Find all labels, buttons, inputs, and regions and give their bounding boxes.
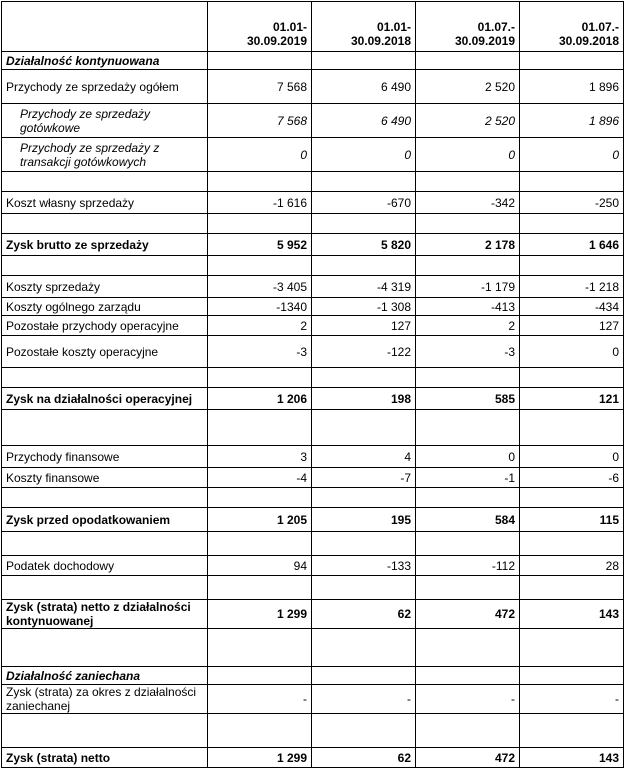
row-label bbox=[2, 714, 208, 748]
table-row bbox=[2, 336, 624, 368]
row-value-col-1: 0 bbox=[208, 138, 312, 172]
row-value-col-3 bbox=[416, 52, 520, 70]
row-value-col-1: -1 616 bbox=[208, 192, 312, 214]
row-value-col-3 bbox=[416, 576, 520, 600]
row-value-col-2 bbox=[312, 52, 416, 70]
row-value-col-1: 1 206 bbox=[208, 388, 312, 410]
row-value-col-3 bbox=[416, 256, 520, 276]
table-row bbox=[2, 104, 624, 138]
row-label: Zysk (strata) netto bbox=[2, 748, 208, 768]
financial-statement-table bbox=[1, 1, 624, 768]
row-label: Koszty sprzedaży bbox=[2, 276, 208, 298]
row-value-col-1: -1340 bbox=[208, 298, 312, 316]
row-value-col-3: -342 bbox=[416, 192, 520, 214]
row-value-col-2: 195 bbox=[312, 508, 416, 532]
row-value-col-3: 2 bbox=[416, 316, 520, 336]
row-value-col-3: 2 520 bbox=[416, 70, 520, 104]
header-period-2: 01.01- 30.09.2018 bbox=[312, 2, 416, 52]
row-value-col-3 bbox=[416, 714, 520, 748]
row-label: Koszt własny sprzedaży bbox=[2, 192, 208, 214]
row-value-col-4: 28 bbox=[520, 556, 624, 576]
row-value-col-3 bbox=[416, 214, 520, 234]
row-label: Zysk przed opodatkowaniem bbox=[2, 508, 208, 532]
row-label: Działalność kontynuowana bbox=[2, 52, 208, 70]
row-value-col-1 bbox=[208, 410, 312, 446]
table-row bbox=[2, 468, 624, 488]
table-row bbox=[2, 52, 624, 70]
row-label: Przychody ze sprzedaży gotówkowe bbox=[2, 104, 208, 138]
row-value-col-4: 1 896 bbox=[520, 70, 624, 104]
row-value-col-4: 143 bbox=[520, 748, 624, 768]
row-value-col-3 bbox=[416, 667, 520, 685]
spacer-row bbox=[2, 214, 624, 234]
table-row bbox=[2, 138, 624, 172]
row-value-col-4 bbox=[520, 532, 624, 556]
row-value-col-4: - bbox=[520, 685, 624, 714]
row-value-col-1: -3 405 bbox=[208, 276, 312, 298]
row-label bbox=[2, 532, 208, 556]
row-value-col-3 bbox=[416, 410, 520, 446]
row-value-col-2 bbox=[312, 172, 416, 192]
table-row bbox=[2, 748, 624, 768]
row-value-col-2 bbox=[312, 410, 416, 446]
row-value-col-2: 62 bbox=[312, 600, 416, 629]
row-value-col-4 bbox=[520, 667, 624, 685]
row-value-col-2 bbox=[312, 368, 416, 388]
row-value-col-2: 62 bbox=[312, 748, 416, 768]
row-label bbox=[2, 172, 208, 192]
row-value-col-3 bbox=[416, 629, 520, 667]
row-label: Koszty ogólnego zarządu bbox=[2, 298, 208, 316]
row-value-col-4: -1 218 bbox=[520, 276, 624, 298]
row-value-col-4 bbox=[520, 52, 624, 70]
row-value-col-1 bbox=[208, 714, 312, 748]
row-value-col-1: 5 952 bbox=[208, 234, 312, 256]
table-row bbox=[2, 667, 624, 685]
row-value-col-3 bbox=[416, 368, 520, 388]
row-value-col-4 bbox=[520, 172, 624, 192]
row-label: Działalność zaniechana bbox=[2, 667, 208, 685]
row-value-col-4: 127 bbox=[520, 316, 624, 336]
row-label: Pozostałe przychody operacyjne bbox=[2, 316, 208, 336]
row-label: Zysk na działalności operacyjnej bbox=[2, 388, 208, 410]
spacer-row bbox=[2, 410, 624, 446]
row-value-col-4: 1 646 bbox=[520, 234, 624, 256]
row-value-col-3: 584 bbox=[416, 508, 520, 532]
table-row bbox=[2, 388, 624, 410]
row-value-col-4 bbox=[520, 488, 624, 508]
spacer-row bbox=[2, 256, 624, 276]
row-value-col-2 bbox=[312, 714, 416, 748]
row-label bbox=[2, 629, 208, 667]
row-value-col-1: 2 bbox=[208, 316, 312, 336]
row-value-col-4: 0 bbox=[520, 336, 624, 368]
row-value-col-2 bbox=[312, 629, 416, 667]
table-row bbox=[2, 298, 624, 316]
row-value-col-1 bbox=[208, 629, 312, 667]
row-value-col-2: -7 bbox=[312, 468, 416, 488]
row-label: Koszty finansowe bbox=[2, 468, 208, 488]
table-row bbox=[2, 192, 624, 214]
spacer-row bbox=[2, 576, 624, 600]
row-value-col-4 bbox=[520, 576, 624, 600]
row-value-col-4 bbox=[520, 629, 624, 667]
row-value-col-1 bbox=[208, 52, 312, 70]
row-label bbox=[2, 488, 208, 508]
row-value-col-2 bbox=[312, 667, 416, 685]
row-label: Przychody ze sprzedaży z transakcji gotówkowych bbox=[2, 138, 208, 172]
row-label: Przychody finansowe bbox=[2, 446, 208, 468]
row-value-col-2: -1 308 bbox=[312, 298, 416, 316]
row-value-col-2 bbox=[312, 532, 416, 556]
row-value-col-1: 1 205 bbox=[208, 508, 312, 532]
row-value-col-3: 585 bbox=[416, 388, 520, 410]
row-value-col-2 bbox=[312, 214, 416, 234]
row-value-col-1: 94 bbox=[208, 556, 312, 576]
row-value-col-2: -670 bbox=[312, 192, 416, 214]
row-value-col-3 bbox=[416, 172, 520, 192]
row-value-col-2 bbox=[312, 488, 416, 508]
table-row bbox=[2, 685, 624, 714]
spacer-row bbox=[2, 629, 624, 667]
row-value-col-3: 2 178 bbox=[416, 234, 520, 256]
row-value-col-3: -413 bbox=[416, 298, 520, 316]
row-value-col-2: -122 bbox=[312, 336, 416, 368]
row-value-col-3: 2 520 bbox=[416, 104, 520, 138]
row-label bbox=[2, 368, 208, 388]
row-value-col-4 bbox=[520, 714, 624, 748]
row-value-col-3: -3 bbox=[416, 336, 520, 368]
row-value-col-1: 3 bbox=[208, 446, 312, 468]
row-value-col-2: 127 bbox=[312, 316, 416, 336]
header-period-4: 01.07.- 30.09.2018 bbox=[520, 2, 624, 52]
row-value-col-4: -434 bbox=[520, 298, 624, 316]
row-value-col-3: 0 bbox=[416, 138, 520, 172]
row-value-col-2: -133 bbox=[312, 556, 416, 576]
row-value-col-2 bbox=[312, 576, 416, 600]
row-label: Zysk (strata) netto z działalności kontynuowanej bbox=[2, 600, 208, 629]
row-label: Zysk brutto ze sprzedaży bbox=[2, 234, 208, 256]
row-value-col-1: 7 568 bbox=[208, 104, 312, 138]
row-label bbox=[2, 576, 208, 600]
table-row bbox=[2, 600, 624, 629]
table-row bbox=[2, 508, 624, 532]
row-value-col-1: 7 568 bbox=[208, 70, 312, 104]
row-value-col-3: 472 bbox=[416, 600, 520, 629]
spacer-row bbox=[2, 532, 624, 556]
table-row bbox=[2, 234, 624, 256]
row-label bbox=[2, 256, 208, 276]
row-value-col-4: 0 bbox=[520, 138, 624, 172]
row-label: Podatek dochodowy bbox=[2, 556, 208, 576]
row-value-col-1: -4 bbox=[208, 468, 312, 488]
row-value-col-4: -250 bbox=[520, 192, 624, 214]
row-value-col-1: - bbox=[208, 685, 312, 714]
table-row bbox=[2, 70, 624, 104]
row-value-col-1 bbox=[208, 368, 312, 388]
row-value-col-3: 472 bbox=[416, 748, 520, 768]
row-value-col-2: 4 bbox=[312, 446, 416, 468]
spacer-row bbox=[2, 368, 624, 388]
row-value-col-2: 6 490 bbox=[312, 104, 416, 138]
row-value-col-2: - bbox=[312, 685, 416, 714]
table-row bbox=[2, 276, 624, 298]
row-value-col-1 bbox=[208, 667, 312, 685]
row-label: Przychody ze sprzedaży ogółem bbox=[2, 70, 208, 104]
row-value-col-4: -6 bbox=[520, 468, 624, 488]
row-value-col-2 bbox=[312, 256, 416, 276]
row-value-col-4 bbox=[520, 256, 624, 276]
row-value-col-1 bbox=[208, 532, 312, 556]
row-value-col-4: 121 bbox=[520, 388, 624, 410]
row-value-col-4 bbox=[520, 214, 624, 234]
table-row bbox=[2, 556, 624, 576]
row-value-col-2: -4 319 bbox=[312, 276, 416, 298]
row-label: Pozostałe koszty operacyjne bbox=[2, 336, 208, 368]
header-row bbox=[2, 2, 624, 52]
header-corner bbox=[2, 2, 208, 52]
row-label bbox=[2, 410, 208, 446]
row-value-col-1: -3 bbox=[208, 336, 312, 368]
row-value-col-1 bbox=[208, 214, 312, 234]
row-value-col-3: - bbox=[416, 685, 520, 714]
table-row bbox=[2, 446, 624, 468]
spacer-row bbox=[2, 172, 624, 192]
row-label: Zysk (strata) za okres z działalności zaniechanej bbox=[2, 685, 208, 714]
header-period-1: 01.01- 30.09.2019 bbox=[208, 2, 312, 52]
row-value-col-4: 1 896 bbox=[520, 104, 624, 138]
spacer-row bbox=[2, 714, 624, 748]
row-value-col-2: 5 820 bbox=[312, 234, 416, 256]
row-value-col-1 bbox=[208, 256, 312, 276]
row-value-col-2: 6 490 bbox=[312, 70, 416, 104]
row-value-col-2: 198 bbox=[312, 388, 416, 410]
row-value-col-1 bbox=[208, 488, 312, 508]
row-value-col-3: -1 179 bbox=[416, 276, 520, 298]
row-value-col-4: 143 bbox=[520, 600, 624, 629]
table-row bbox=[2, 316, 624, 336]
row-value-col-3: 0 bbox=[416, 446, 520, 468]
row-value-col-3 bbox=[416, 532, 520, 556]
row-value-col-4: 115 bbox=[520, 508, 624, 532]
row-label bbox=[2, 214, 208, 234]
row-value-col-4 bbox=[520, 410, 624, 446]
row-value-col-3: -1 bbox=[416, 468, 520, 488]
row-value-col-2: 0 bbox=[312, 138, 416, 172]
row-value-col-3 bbox=[416, 488, 520, 508]
row-value-col-1 bbox=[208, 576, 312, 600]
row-value-col-4 bbox=[520, 368, 624, 388]
spacer-row bbox=[2, 488, 624, 508]
row-value-col-4: 0 bbox=[520, 446, 624, 468]
row-value-col-3: -112 bbox=[416, 556, 520, 576]
row-value-col-1 bbox=[208, 172, 312, 192]
header-period-3: 01.07.- 30.09.2019 bbox=[416, 2, 520, 52]
row-value-col-1: 1 299 bbox=[208, 600, 312, 629]
row-value-col-1: 1 299 bbox=[208, 748, 312, 768]
